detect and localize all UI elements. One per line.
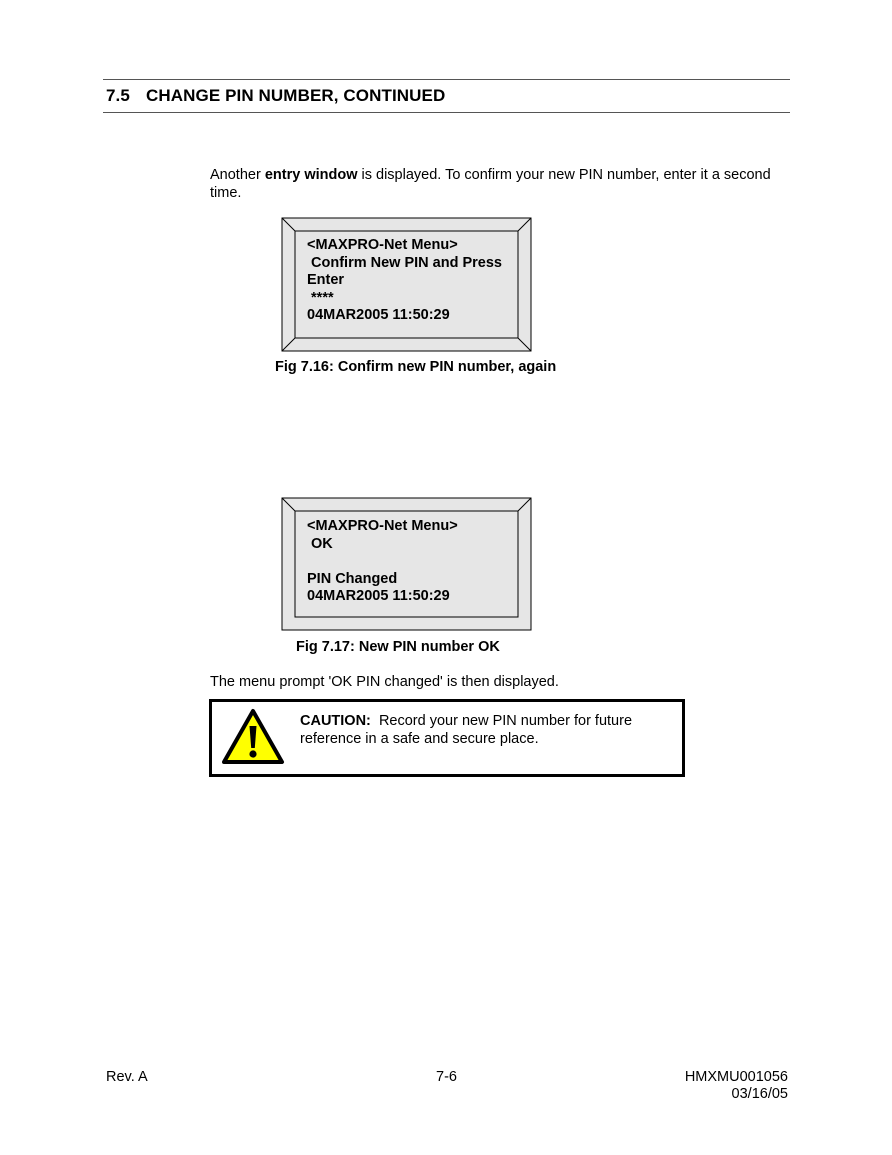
lcd-line: 04MAR2005 11:50:29 <box>307 588 450 604</box>
intro-paragraph <box>210 166 795 202</box>
intro-bold-term: entry window <box>264 167 358 183</box>
footer-doc-info <box>685 1069 788 1103</box>
lcd-line: **** <box>307 289 334 306</box>
lcd-line: PIN Changed <box>307 570 398 587</box>
section-title: CHANGE PIN NUMBER, CONTINUED <box>146 86 446 105</box>
lcd-line: <MAXPRO-Net Menu> <box>307 518 458 534</box>
caution-body: Record your new PIN number for future reference in a safe and secure place. <box>300 713 637 747</box>
footer-date: 03/16/05 <box>731 1086 788 1102</box>
lcd-screen-text <box>307 518 458 606</box>
caution-box <box>209 699 685 777</box>
section-heading <box>106 86 445 106</box>
figure-caption-7-16: Fig 7.16: Confirm new PIN number, again <box>275 359 557 375</box>
lcd-line <box>307 553 458 571</box>
lcd-display-confirm-pin <box>281 217 532 352</box>
lcd-display-pin-ok <box>281 497 532 631</box>
header-bottom-rule <box>103 112 790 113</box>
caution-label: CAUTION: <box>300 713 371 729</box>
lcd-line: 04MAR2005 11:50:29 <box>307 307 450 323</box>
footer-doc-id: HMXMU001056 <box>684 1069 788 1085</box>
after-paragraph: The menu prompt 'OK PIN changed' is then displayed. <box>210 674 559 690</box>
section-number: 7.5 <box>106 86 130 105</box>
warning-triangle-icon <box>221 708 285 766</box>
figure-caption-7-17: Fig 7.17: New PIN number OK <box>296 639 500 655</box>
lcd-line: <MAXPRO-Net Menu> <box>307 237 458 253</box>
intro-text-end: is displayed. To confirm your new PIN number, enter it a second time. <box>210 167 771 201</box>
lcd-line: OK <box>307 535 333 552</box>
lcd-screen-text <box>307 237 502 325</box>
lcd-line: Enter <box>307 272 345 288</box>
lcd-line: Confirm New PIN and Press <box>307 254 502 271</box>
caution-message <box>300 712 660 748</box>
header-top-rule <box>103 79 790 80</box>
footer-page-number: 7-6 <box>436 1069 457 1085</box>
intro-text-start: Another <box>210 167 265 183</box>
footer-revision: Rev. A <box>106 1069 148 1085</box>
